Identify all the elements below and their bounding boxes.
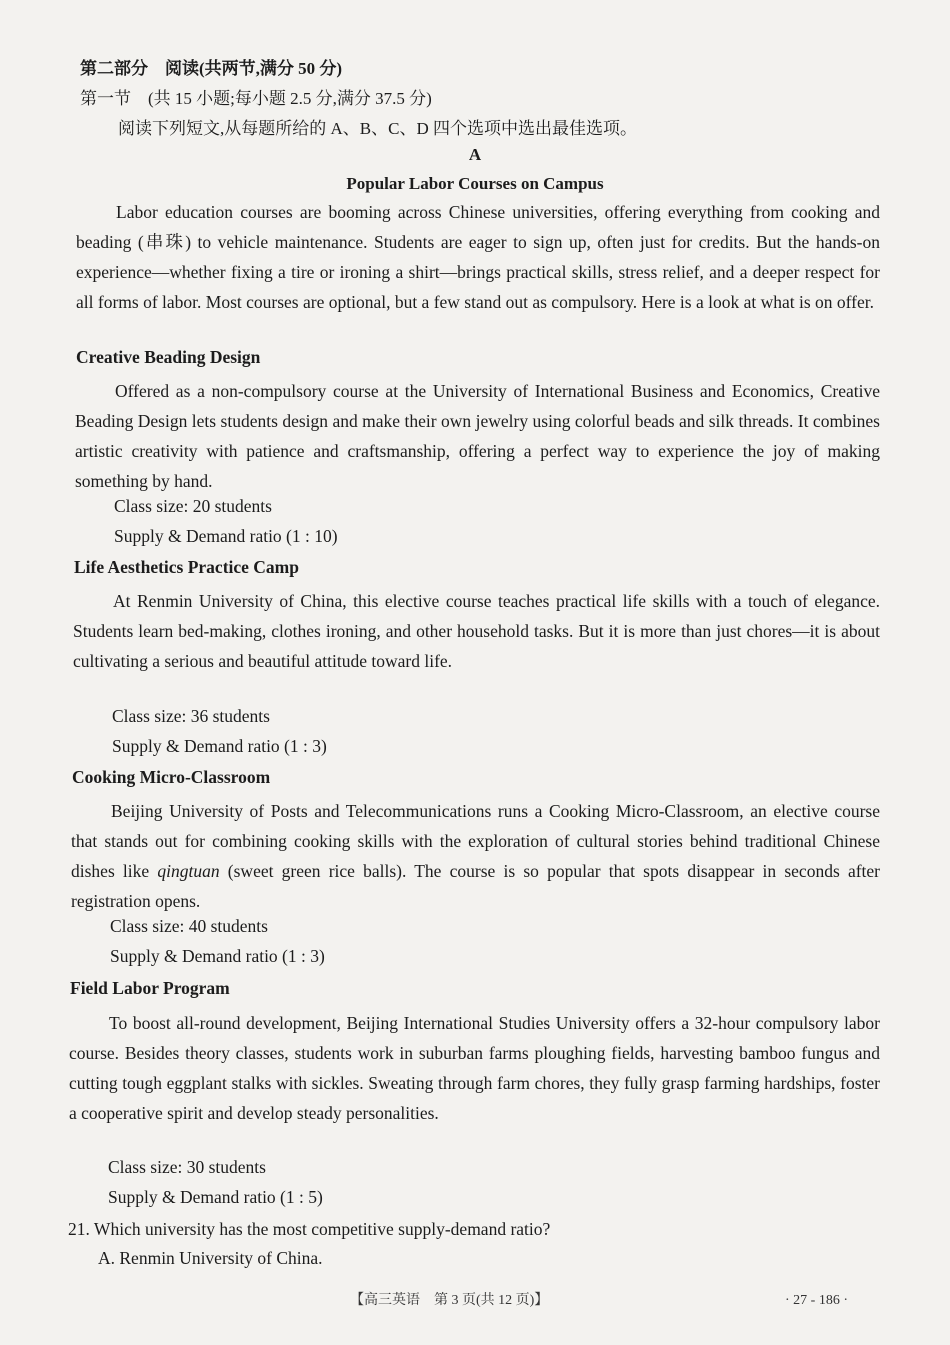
footer-code: · 27 - 186 · [785,1293,848,1308]
cooking-dish-name: qingtuan [157,861,220,881]
cooking-text-before: Beijing University of Posts and Telecommunications runs a Cooking Micro-Classroom, an elective course that stands out for combining cooking skills with the exploration of cultural stories behind traditional Chinese dishes like [71,801,880,881]
course-description-beading: Offered as a non-compulsory course at the University of International Business and Economics, Creative Beading Design lets students design and make their own jewelry using colorful beads and silk threads. It combines artistic creativity with patience and craftsmanship, offering a perfect way to experience the joy of making something by hand. [75,381,880,491]
course-description-field: To boost all-round development, Beijing International Studies University offers a 32-hour compulsory labor course. Besides theory classes, students work in suburban farms ploughing fields, harvesting bamboo fungus and cutting tough eggplant stalks with sickles. Sweating through farm chores, they fully grasp farming hardships, foster a cooperative spirit and develop steady personalities. [69,1013,880,1123]
question-stem: 21. Which university has the most competitive supply-demand ratio? [68,1219,551,1239]
section-heading: 第一节 (共 15 小题;每小题 2.5 分,满分 37.5 分) [80,89,432,108]
cooking-text-after: (sweet green rice balls). The course is so popular that spots disappear in seconds after registration opens. [71,861,880,911]
ratio-aesthetics: Supply & Demand ratio (1 : 3) [112,736,327,756]
option-a: A. Renmin University of China. [98,1248,323,1268]
course-description-aesthetics: At Renmin University of China, this elective course teaches practical life skills with a touch of elegance. Students learn bed-making, clothes ironing, and other household tasks. But it is more than just chores—it is about cultivating a serious and beautiful attitude toward life. [73,591,880,671]
class-size-beading: Class size: 20 students [114,496,272,516]
course-heading-beading: Creative Beading Design [76,347,261,367]
class-size-field: Class size: 30 students [108,1157,266,1177]
ratio-beading: Supply & Demand ratio (1 : 10) [114,526,338,546]
course-heading-aesthetics: Life Aesthetics Practice Camp [74,557,299,577]
course-heading-field: Field Labor Program [70,978,230,998]
course-heading-cooking: Cooking Micro-Classroom [72,767,271,787]
class-size-aesthetics: Class size: 36 students [112,706,270,726]
ratio-field: Supply & Demand ratio (1 : 5) [108,1187,323,1207]
class-size-cooking: Class size: 40 students [110,916,268,936]
ratio-cooking: Supply & Demand ratio (1 : 3) [110,946,325,966]
part-heading: 第二部分 阅读(共两节,满分 50 分) [80,59,343,78]
passage-title: Popular Labor Courses on Campus [346,174,604,193]
footer-page-label: 【高三英语 第 3 页(共 12 页)】 [350,1293,549,1308]
course-description-cooking [71,796,880,916]
intro-paragraph: Labor education courses are booming across Chinese universities, offering everything from cooking and beading (串珠) to vehicle maintenance. Students are eager to sign up, often just for credits. But the hands-on experience—whether fixing a tire or ironing a shirt—brings practical skills, stress relief, and a deeper respect for all forms of labor. Most courses are optional, but a few stand out as compulsory. Here is a look at what is on offer. [76,202,880,312]
instruction-text: 阅读下列短文,从每题所给的 A、B、C、D 四个选项中选出最佳选项。 [118,119,637,138]
passage-label: A [468,145,482,164]
